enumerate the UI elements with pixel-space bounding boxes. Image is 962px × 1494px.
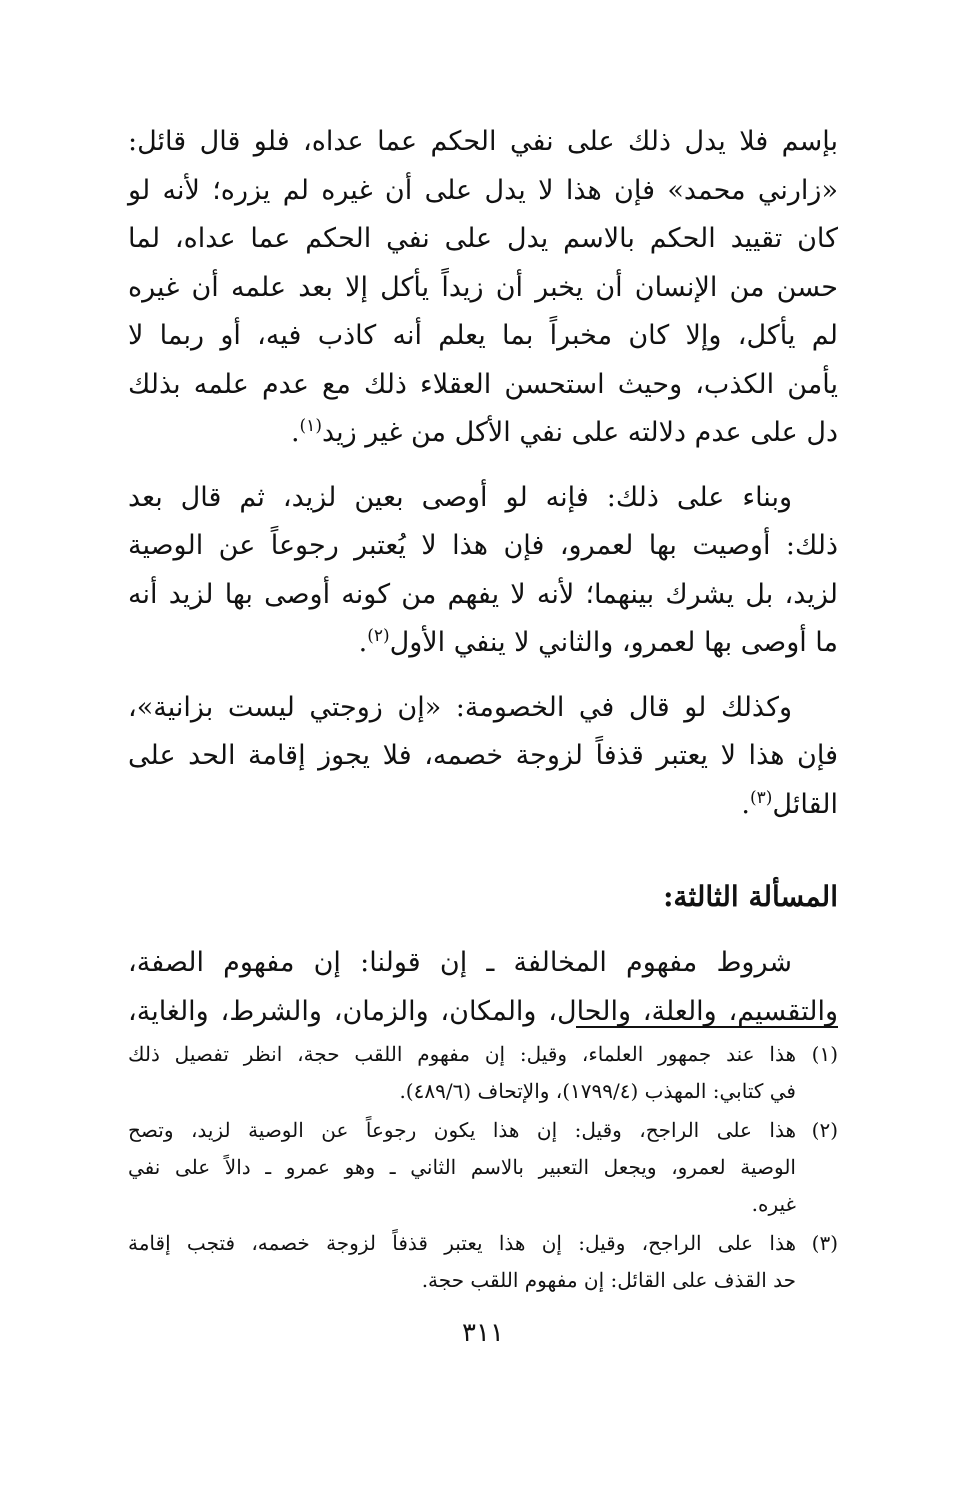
text-line-content: القائل [772,788,838,820]
text-line: وبناء على ذلك: فإنه لو أوصى بعين لزيد، ثم قال بعد [128,481,792,513]
footnote-number: (٢) [811,1118,838,1142]
footnote-text [128,1225,796,1299]
text-line: حسن من الإنسان أن يخبر أن زيداً يأكل إلا بعد علمه أن غيره [128,271,838,303]
page-content [128,118,838,1348]
paragraph-4 [128,939,838,1036]
footnote-number: (٣) [811,1231,838,1255]
section-heading: المسألة الثالثة: [663,880,838,913]
text-line: والتقسيم، والعلة، والحال، والمكان، والزمان، والشرط، والغاية، [128,995,838,1027]
footnote-separator [576,1026,838,1028]
footnote-line: الوصية لعمرو، ويجعل التعبير بالاسم الثاني ـ وهو عمرو ـ دالاً على نفي [128,1155,796,1179]
text-line: لزيد، بل يشرك بينهما؛ لأنه لا يفهم من كونه أوصى بها لزيد أنه [128,578,838,610]
paragraph-3 [128,684,838,830]
footnote-ref-3[interactable]: (٣) [750,787,773,808]
footnote-2 [128,1112,838,1223]
text-line: بإسم فلا يدل ذلك على نفي الحكم عما عداه، فلو قال قائل: [128,126,838,157]
text-line: «زارني محمد» فإن هذا لا يدل على أن غيره لم يزره؛ لأنه لو [128,174,838,206]
text-line [128,781,838,830]
footnote-number: (١) [811,1042,838,1066]
footnote-line: غيره. [751,1192,796,1216]
footnote-1 [128,1036,838,1110]
text-line: شروط مفهوم المخالفة ـ إن قولنا: إن مفهوم الصفة، [128,947,792,978]
text-line: وكذلك لو قال في الخصومة: «إن زوجتي ليست بزانية»، [128,691,792,723]
footnotes [128,1036,838,1301]
footnote-line: هذا عند جمهور العلماء، وقيل: إن مفهوم اللقب حجة، انظر تفصيل ذلك [128,1042,796,1066]
footnote-ref-1[interactable]: (١) [299,416,322,436]
text-line-content: دل على عدم دلالته على نفي الأكل من غير زيد [321,417,838,448]
text-line: لم يأكل، وإلا كان مخبراً بما يعلم أنه كاذب فيه، أو ربما لا [128,320,838,351]
main-text [128,118,838,1036]
text-line [128,409,838,458]
text-line: يأمن الكذب، وحيث استحسن العقلاء ذلك مع عدم علمه بذلك [128,368,838,400]
line-tail: . [358,627,368,658]
footnote-line: هذا على الراجح، وقيل: إن هذا يكون رجوعاً عن الوصية لزيد، وتصح [128,1118,796,1142]
text-line: ذلك: أوصيت بها لعمرو، فإن هذا لا يُعتبر رجوعاً عن الوصية [128,530,838,561]
text-line-content: ما أوصى بها لعمرو، والثاني لا ينفي الأول [389,627,838,658]
footnote-line: هذا على الراجح، وقيل: إن هذا يعتبر قذفاً لزوجة خصمه، فتجب إقامة [128,1231,796,1255]
text-line [128,619,838,668]
line-tail: . [290,417,300,448]
page-number: ٣١١ [462,1318,504,1348]
text-line: فإن هذا لا يعتبر قذفاً لزوجة خصمه، فلا يجوز إقامة الحد على [128,740,838,771]
footnote-line: حد القذف على القائل: إن مفهوم اللقب حجة. [421,1268,796,1292]
paragraph-2 [128,474,838,668]
text-line: كان تقييد الحكم بالاسم يدل على نفي الحكم عما عداه، لما [128,223,838,254]
footnote-ref-2[interactable]: (٢) [367,626,390,646]
line-tail: . [741,788,750,820]
footnote-3 [128,1225,838,1299]
footnote-text [128,1112,796,1223]
footnote-text [128,1036,796,1110]
footnote-line: في كتابي: المهذب (١٧٩٩/٤)، والإتحاف (٤٨٩/٦). [399,1079,796,1103]
paragraph-1 [128,118,838,458]
